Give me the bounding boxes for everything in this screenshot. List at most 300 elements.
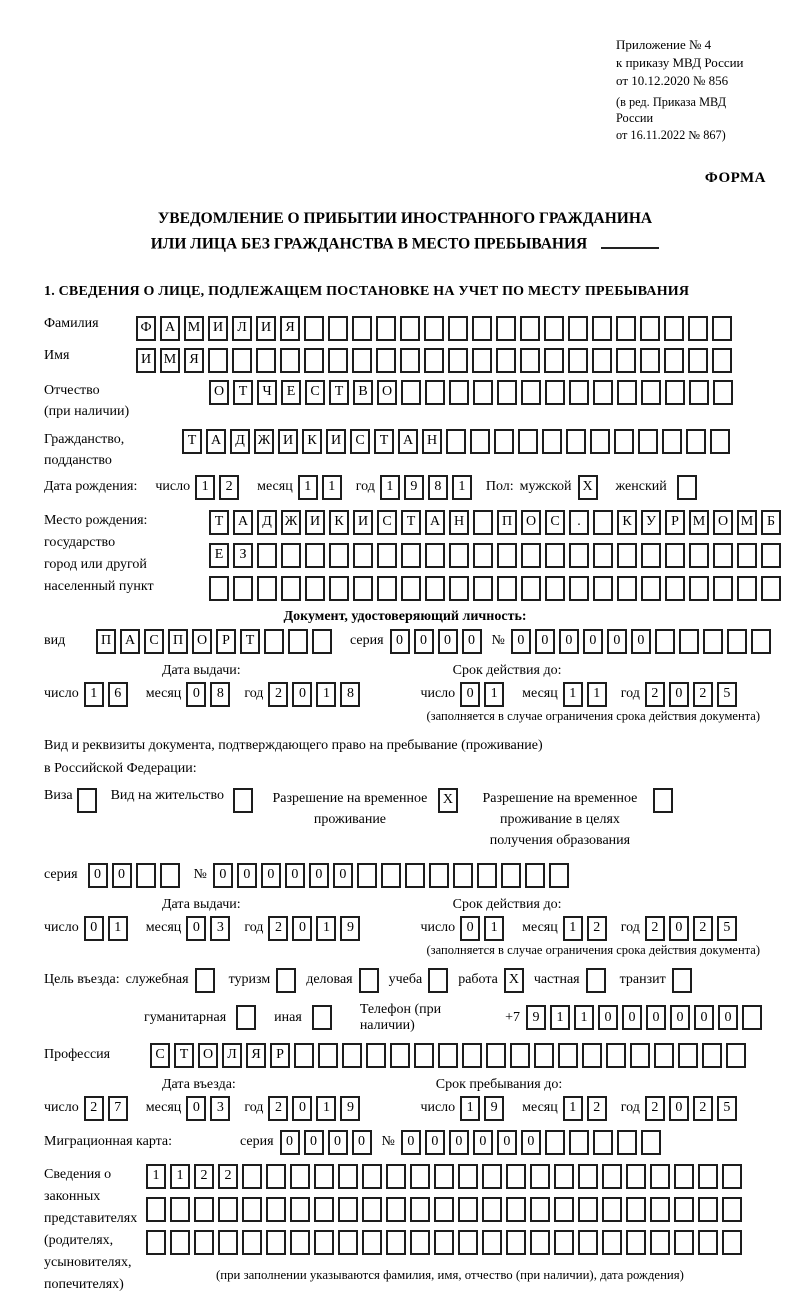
char-cell[interactable]: 0 bbox=[285, 863, 305, 888]
char-cell[interactable] bbox=[472, 316, 492, 341]
char-cell[interactable]: 3 bbox=[210, 1096, 230, 1121]
char-cell[interactable] bbox=[593, 576, 613, 601]
char-cell[interactable]: К bbox=[329, 510, 349, 535]
char-cell[interactable] bbox=[558, 1043, 578, 1068]
char-cell[interactable] bbox=[414, 1043, 434, 1068]
checkbox[interactable] bbox=[236, 1005, 256, 1030]
char-cell[interactable] bbox=[305, 576, 325, 601]
purpose-tourism-checkbox[interactable] bbox=[276, 968, 300, 993]
char-cell[interactable] bbox=[689, 380, 709, 405]
char-cell[interactable]: 0 bbox=[309, 863, 329, 888]
char-cell[interactable]: 9 bbox=[526, 1005, 546, 1030]
char-cell[interactable] bbox=[617, 576, 637, 601]
char-cell[interactable] bbox=[446, 429, 466, 454]
char-cell[interactable]: 1 bbox=[380, 475, 400, 500]
char-cell[interactable] bbox=[314, 1197, 334, 1222]
char-cell[interactable]: 0 bbox=[473, 1130, 493, 1155]
char-cell[interactable] bbox=[674, 1164, 694, 1189]
char-cell[interactable]: 0 bbox=[669, 916, 689, 941]
migration-card-number-input[interactable] bbox=[401, 1130, 665, 1155]
char-cell[interactable]: 0 bbox=[511, 629, 531, 654]
char-cell[interactable]: 2 bbox=[693, 682, 713, 707]
char-cell[interactable]: 8 bbox=[340, 682, 360, 707]
char-cell[interactable] bbox=[737, 576, 757, 601]
char-cell[interactable]: Ч bbox=[257, 380, 277, 405]
char-cell[interactable]: Т bbox=[240, 629, 260, 654]
char-cell[interactable] bbox=[545, 543, 565, 568]
char-cell[interactable] bbox=[617, 1130, 637, 1155]
char-cell[interactable] bbox=[530, 1230, 550, 1255]
patronymic-input[interactable] bbox=[209, 380, 737, 405]
char-cell[interactable]: О bbox=[521, 510, 541, 535]
char-cell[interactable] bbox=[357, 863, 377, 888]
char-cell[interactable]: Ф bbox=[136, 316, 156, 341]
char-cell[interactable]: Р bbox=[216, 629, 236, 654]
char-cell[interactable]: А bbox=[233, 510, 253, 535]
char-cell[interactable]: С bbox=[150, 1043, 170, 1068]
resid-valid-day-input[interactable] bbox=[460, 916, 508, 941]
char-cell[interactable] bbox=[362, 1230, 382, 1255]
char-cell[interactable]: 0 bbox=[694, 1005, 714, 1030]
char-cell[interactable] bbox=[497, 576, 517, 601]
char-cell[interactable] bbox=[678, 1043, 698, 1068]
char-cell[interactable] bbox=[640, 348, 660, 373]
char-cell[interactable] bbox=[477, 863, 497, 888]
char-cell[interactable] bbox=[401, 543, 421, 568]
char-cell[interactable]: 8 bbox=[210, 682, 230, 707]
char-cell[interactable]: О bbox=[713, 510, 733, 535]
char-cell[interactable] bbox=[288, 629, 308, 654]
char-cell[interactable]: 0 bbox=[535, 629, 555, 654]
char-cell[interactable]: Я bbox=[184, 348, 204, 373]
char-cell[interactable] bbox=[312, 629, 332, 654]
char-cell[interactable]: М bbox=[689, 510, 709, 535]
char-cell[interactable] bbox=[554, 1164, 574, 1189]
char-cell[interactable]: Т bbox=[174, 1043, 194, 1068]
char-cell[interactable]: Е bbox=[209, 543, 229, 568]
char-cell[interactable] bbox=[593, 543, 613, 568]
char-cell[interactable]: 5 bbox=[717, 682, 737, 707]
char-cell[interactable]: 2 bbox=[645, 682, 665, 707]
char-cell[interactable]: 7 bbox=[108, 1096, 128, 1121]
char-cell[interactable] bbox=[520, 316, 540, 341]
char-cell[interactable] bbox=[366, 1043, 386, 1068]
char-cell[interactable] bbox=[534, 1043, 554, 1068]
char-cell[interactable] bbox=[449, 576, 469, 601]
char-cell[interactable] bbox=[290, 1197, 310, 1222]
char-cell[interactable] bbox=[569, 543, 589, 568]
char-cell[interactable] bbox=[506, 1197, 526, 1222]
char-cell[interactable]: 5 bbox=[717, 1096, 737, 1121]
char-cell[interactable] bbox=[449, 380, 469, 405]
char-cell[interactable] bbox=[602, 1197, 622, 1222]
char-cell[interactable] bbox=[713, 576, 733, 601]
char-cell[interactable]: 0 bbox=[631, 629, 651, 654]
char-cell[interactable] bbox=[257, 576, 277, 601]
char-cell[interactable] bbox=[304, 348, 324, 373]
char-cell[interactable]: 0 bbox=[669, 682, 689, 707]
char-cell[interactable] bbox=[386, 1164, 406, 1189]
char-cell[interactable] bbox=[593, 380, 613, 405]
char-cell[interactable] bbox=[410, 1230, 430, 1255]
char-cell[interactable]: У bbox=[641, 510, 661, 535]
char-cell[interactable] bbox=[386, 1197, 406, 1222]
char-cell[interactable] bbox=[318, 1043, 338, 1068]
checkbox[interactable] bbox=[672, 968, 692, 993]
char-cell[interactable] bbox=[640, 316, 660, 341]
char-cell[interactable]: Я bbox=[280, 316, 300, 341]
char-cell[interactable] bbox=[664, 348, 684, 373]
char-cell[interactable]: 0 bbox=[521, 1130, 541, 1155]
char-cell[interactable] bbox=[626, 1230, 646, 1255]
char-cell[interactable] bbox=[381, 863, 401, 888]
char-cell[interactable] bbox=[593, 1130, 613, 1155]
char-cell[interactable] bbox=[496, 316, 516, 341]
char-cell[interactable] bbox=[473, 576, 493, 601]
char-cell[interactable] bbox=[602, 1164, 622, 1189]
char-cell[interactable] bbox=[338, 1230, 358, 1255]
char-cell[interactable]: И bbox=[305, 510, 325, 535]
char-cell[interactable]: 1 bbox=[587, 682, 607, 707]
char-cell[interactable]: 1 bbox=[170, 1164, 190, 1189]
char-cell[interactable] bbox=[582, 1043, 602, 1068]
char-cell[interactable]: А bbox=[398, 429, 418, 454]
purpose-private-checkbox[interactable] bbox=[586, 968, 610, 993]
char-cell[interactable] bbox=[242, 1230, 262, 1255]
char-cell[interactable]: В bbox=[353, 380, 373, 405]
char-cell[interactable] bbox=[702, 1043, 722, 1068]
char-cell[interactable] bbox=[592, 348, 612, 373]
char-cell[interactable]: 0 bbox=[280, 1130, 300, 1155]
char-cell[interactable] bbox=[233, 576, 253, 601]
resid-issue-month-input[interactable] bbox=[186, 916, 234, 941]
char-cell[interactable] bbox=[665, 576, 685, 601]
char-cell[interactable] bbox=[688, 348, 708, 373]
visa-checkbox[interactable] bbox=[77, 788, 101, 813]
char-cell[interactable]: 1 bbox=[484, 916, 504, 941]
char-cell[interactable] bbox=[281, 543, 301, 568]
char-cell[interactable]: Я bbox=[246, 1043, 266, 1068]
char-cell[interactable] bbox=[497, 543, 517, 568]
char-cell[interactable] bbox=[520, 348, 540, 373]
char-cell[interactable] bbox=[689, 543, 709, 568]
char-cell[interactable] bbox=[449, 543, 469, 568]
char-cell[interactable]: 0 bbox=[352, 1130, 372, 1155]
char-cell[interactable] bbox=[655, 629, 675, 654]
char-cell[interactable] bbox=[405, 863, 425, 888]
char-cell[interactable]: 1 bbox=[195, 475, 215, 500]
char-cell[interactable]: Л bbox=[232, 316, 252, 341]
char-cell[interactable] bbox=[208, 348, 228, 373]
char-cell[interactable]: 1 bbox=[322, 475, 342, 500]
char-cell[interactable] bbox=[362, 1197, 382, 1222]
char-cell[interactable] bbox=[674, 1197, 694, 1222]
char-cell[interactable] bbox=[664, 316, 684, 341]
char-cell[interactable]: Т bbox=[401, 510, 421, 535]
char-cell[interactable] bbox=[530, 1164, 550, 1189]
checkbox[interactable]: X bbox=[438, 788, 458, 813]
temp-residence-edu-checkbox[interactable] bbox=[653, 788, 677, 813]
char-cell[interactable]: 0 bbox=[414, 629, 434, 654]
char-cell[interactable] bbox=[679, 629, 699, 654]
checkbox[interactable] bbox=[195, 968, 215, 993]
char-cell[interactable] bbox=[146, 1197, 166, 1222]
char-cell[interactable] bbox=[264, 629, 284, 654]
char-cell[interactable] bbox=[689, 576, 709, 601]
doc-issue-day-input[interactable] bbox=[84, 682, 132, 707]
resid-number-input[interactable] bbox=[213, 863, 573, 888]
char-cell[interactable]: 2 bbox=[219, 475, 239, 500]
char-cell[interactable]: З bbox=[233, 543, 253, 568]
char-cell[interactable] bbox=[521, 576, 541, 601]
char-cell[interactable]: Т bbox=[233, 380, 253, 405]
char-cell[interactable] bbox=[486, 1043, 506, 1068]
char-cell[interactable] bbox=[722, 1197, 742, 1222]
char-cell[interactable]: 0 bbox=[401, 1130, 421, 1155]
char-cell[interactable] bbox=[429, 863, 449, 888]
char-cell[interactable]: 1 bbox=[298, 475, 318, 500]
stay-day-input[interactable] bbox=[460, 1096, 508, 1121]
char-cell[interactable] bbox=[458, 1164, 478, 1189]
char-cell[interactable] bbox=[338, 1164, 358, 1189]
char-cell[interactable]: 2 bbox=[645, 916, 665, 941]
char-cell[interactable] bbox=[146, 1230, 166, 1255]
char-cell[interactable] bbox=[482, 1230, 502, 1255]
checkbox[interactable] bbox=[312, 1005, 332, 1030]
char-cell[interactable]: И bbox=[256, 316, 276, 341]
char-cell[interactable]: 0 bbox=[292, 916, 312, 941]
char-cell[interactable] bbox=[525, 863, 545, 888]
char-cell[interactable]: И bbox=[136, 348, 156, 373]
char-cell[interactable] bbox=[470, 429, 490, 454]
char-cell[interactable] bbox=[518, 429, 538, 454]
char-cell[interactable] bbox=[438, 1043, 458, 1068]
char-cell[interactable] bbox=[410, 1197, 430, 1222]
char-cell[interactable] bbox=[590, 429, 610, 454]
char-cell[interactable]: М bbox=[184, 316, 204, 341]
char-cell[interactable] bbox=[545, 380, 565, 405]
char-cell[interactable] bbox=[617, 543, 637, 568]
char-cell[interactable] bbox=[448, 348, 468, 373]
char-cell[interactable]: Р bbox=[270, 1043, 290, 1068]
char-cell[interactable] bbox=[542, 429, 562, 454]
char-cell[interactable] bbox=[549, 863, 569, 888]
resid-issue-day-input[interactable] bbox=[84, 916, 132, 941]
char-cell[interactable] bbox=[506, 1164, 526, 1189]
char-cell[interactable] bbox=[170, 1197, 190, 1222]
char-cell[interactable]: 2 bbox=[693, 1096, 713, 1121]
char-cell[interactable]: 2 bbox=[268, 916, 288, 941]
char-cell[interactable] bbox=[458, 1197, 478, 1222]
checkbox[interactable] bbox=[77, 788, 97, 813]
char-cell[interactable] bbox=[400, 348, 420, 373]
char-cell[interactable] bbox=[472, 348, 492, 373]
char-cell[interactable] bbox=[425, 543, 445, 568]
char-cell[interactable]: И bbox=[353, 510, 373, 535]
char-cell[interactable] bbox=[170, 1230, 190, 1255]
char-cell[interactable]: 0 bbox=[292, 1096, 312, 1121]
residence-permit-checkbox[interactable] bbox=[233, 788, 257, 813]
char-cell[interactable] bbox=[425, 380, 445, 405]
char-cell[interactable] bbox=[338, 1197, 358, 1222]
char-cell[interactable] bbox=[545, 576, 565, 601]
char-cell[interactable]: 1 bbox=[316, 682, 336, 707]
char-cell[interactable] bbox=[698, 1164, 718, 1189]
char-cell[interactable]: 0 bbox=[718, 1005, 738, 1030]
char-cell[interactable] bbox=[742, 1005, 762, 1030]
char-cell[interactable] bbox=[521, 380, 541, 405]
char-cell[interactable] bbox=[641, 1130, 661, 1155]
char-cell[interactable] bbox=[434, 1164, 454, 1189]
char-cell[interactable]: П bbox=[497, 510, 517, 535]
entry-day-input[interactable] bbox=[84, 1096, 132, 1121]
purpose-official-checkbox[interactable] bbox=[195, 968, 219, 993]
char-cell[interactable] bbox=[592, 316, 612, 341]
char-cell[interactable] bbox=[266, 1197, 286, 1222]
entry-year-input[interactable] bbox=[268, 1096, 364, 1121]
char-cell[interactable] bbox=[473, 543, 493, 568]
char-cell[interactable]: 1 bbox=[146, 1164, 166, 1189]
char-cell[interactable] bbox=[626, 1164, 646, 1189]
char-cell[interactable]: 0 bbox=[670, 1005, 690, 1030]
birth-month-input[interactable] bbox=[298, 475, 346, 500]
doc-type-input[interactable] bbox=[96, 629, 336, 654]
char-cell[interactable]: 0 bbox=[186, 916, 206, 941]
char-cell[interactable] bbox=[290, 1164, 310, 1189]
purpose-transit-checkbox[interactable] bbox=[672, 968, 696, 993]
char-cell[interactable] bbox=[722, 1164, 742, 1189]
char-cell[interactable] bbox=[593, 510, 613, 535]
char-cell[interactable] bbox=[266, 1230, 286, 1255]
birth-place-row1-input[interactable] bbox=[209, 510, 785, 535]
char-cell[interactable] bbox=[545, 1130, 565, 1155]
char-cell[interactable] bbox=[400, 316, 420, 341]
char-cell[interactable] bbox=[703, 629, 723, 654]
char-cell[interactable]: 0 bbox=[497, 1130, 517, 1155]
char-cell[interactable]: 0 bbox=[304, 1130, 324, 1155]
char-cell[interactable]: К bbox=[617, 510, 637, 535]
char-cell[interactable] bbox=[410, 1164, 430, 1189]
char-cell[interactable] bbox=[342, 1043, 362, 1068]
char-cell[interactable]: К bbox=[302, 429, 322, 454]
phone-input[interactable] bbox=[526, 1005, 766, 1030]
char-cell[interactable]: Ж bbox=[254, 429, 274, 454]
char-cell[interactable] bbox=[362, 1164, 382, 1189]
char-cell[interactable] bbox=[654, 1043, 674, 1068]
char-cell[interactable] bbox=[218, 1197, 238, 1222]
char-cell[interactable]: 0 bbox=[390, 629, 410, 654]
char-cell[interactable]: 0 bbox=[186, 1096, 206, 1121]
char-cell[interactable]: И bbox=[278, 429, 298, 454]
char-cell[interactable] bbox=[353, 576, 373, 601]
char-cell[interactable] bbox=[462, 1043, 482, 1068]
char-cell[interactable] bbox=[424, 316, 444, 341]
citizenship-input[interactable] bbox=[182, 429, 734, 454]
char-cell[interactable] bbox=[616, 348, 636, 373]
char-cell[interactable] bbox=[257, 543, 277, 568]
char-cell[interactable] bbox=[434, 1230, 454, 1255]
char-cell[interactable] bbox=[501, 863, 521, 888]
doc-issue-year-input[interactable] bbox=[268, 682, 364, 707]
char-cell[interactable] bbox=[506, 1230, 526, 1255]
char-cell[interactable] bbox=[521, 543, 541, 568]
char-cell[interactable]: 0 bbox=[646, 1005, 666, 1030]
birth-day-input[interactable] bbox=[195, 475, 243, 500]
char-cell[interactable] bbox=[194, 1197, 214, 1222]
char-cell[interactable] bbox=[376, 348, 396, 373]
char-cell[interactable] bbox=[424, 348, 444, 373]
char-cell[interactable]: 0 bbox=[449, 1130, 469, 1155]
char-cell[interactable] bbox=[650, 1164, 670, 1189]
char-cell[interactable]: А bbox=[120, 629, 140, 654]
doc-valid-month-input[interactable] bbox=[563, 682, 611, 707]
temp-residence-checkbox[interactable] bbox=[438, 788, 462, 813]
char-cell[interactable]: П bbox=[96, 629, 116, 654]
char-cell[interactable] bbox=[390, 1043, 410, 1068]
checkbox[interactable] bbox=[233, 788, 253, 813]
char-cell[interactable]: 0 bbox=[237, 863, 257, 888]
char-cell[interactable] bbox=[665, 543, 685, 568]
char-cell[interactable] bbox=[266, 1164, 286, 1189]
char-cell[interactable] bbox=[242, 1164, 262, 1189]
char-cell[interactable] bbox=[568, 348, 588, 373]
char-cell[interactable] bbox=[544, 348, 564, 373]
char-cell[interactable]: 0 bbox=[622, 1005, 642, 1030]
char-cell[interactable]: Д bbox=[257, 510, 277, 535]
char-cell[interactable] bbox=[496, 348, 516, 373]
char-cell[interactable] bbox=[641, 543, 661, 568]
purpose-other-checkbox[interactable] bbox=[312, 1005, 336, 1030]
char-cell[interactable] bbox=[458, 1230, 478, 1255]
char-cell[interactable]: 0 bbox=[213, 863, 233, 888]
char-cell[interactable]: О bbox=[198, 1043, 218, 1068]
char-cell[interactable]: С bbox=[350, 429, 370, 454]
char-cell[interactable] bbox=[713, 380, 733, 405]
char-cell[interactable] bbox=[352, 316, 372, 341]
char-cell[interactable]: А bbox=[425, 510, 445, 535]
char-cell[interactable]: 2 bbox=[84, 1096, 104, 1121]
char-cell[interactable]: 0 bbox=[88, 863, 108, 888]
char-cell[interactable]: 1 bbox=[460, 1096, 480, 1121]
birth-year-input[interactable] bbox=[380, 475, 476, 500]
birth-place-row3-input[interactable] bbox=[209, 576, 785, 601]
char-cell[interactable] bbox=[329, 543, 349, 568]
char-cell[interactable] bbox=[616, 316, 636, 341]
char-cell[interactable]: 2 bbox=[194, 1164, 214, 1189]
purpose-business-checkbox[interactable] bbox=[359, 968, 383, 993]
char-cell[interactable]: 9 bbox=[484, 1096, 504, 1121]
char-cell[interactable]: 2 bbox=[587, 916, 607, 941]
char-cell[interactable]: Т bbox=[182, 429, 202, 454]
char-cell[interactable]: М bbox=[737, 510, 757, 535]
char-cell[interactable] bbox=[194, 1230, 214, 1255]
char-cell[interactable]: Т bbox=[209, 510, 229, 535]
char-cell[interactable]: 1 bbox=[574, 1005, 594, 1030]
char-cell[interactable] bbox=[698, 1197, 718, 1222]
char-cell[interactable] bbox=[280, 348, 300, 373]
char-cell[interactable]: 1 bbox=[563, 1096, 583, 1121]
char-cell[interactable]: Л bbox=[222, 1043, 242, 1068]
doc-number-input[interactable] bbox=[511, 629, 775, 654]
char-cell[interactable] bbox=[712, 316, 732, 341]
char-cell[interactable] bbox=[727, 629, 747, 654]
char-cell[interactable] bbox=[281, 576, 301, 601]
char-cell[interactable]: А bbox=[160, 316, 180, 341]
char-cell[interactable] bbox=[641, 576, 661, 601]
char-cell[interactable]: П bbox=[168, 629, 188, 654]
char-cell[interactable] bbox=[662, 429, 682, 454]
char-cell[interactable]: 0 bbox=[598, 1005, 618, 1030]
